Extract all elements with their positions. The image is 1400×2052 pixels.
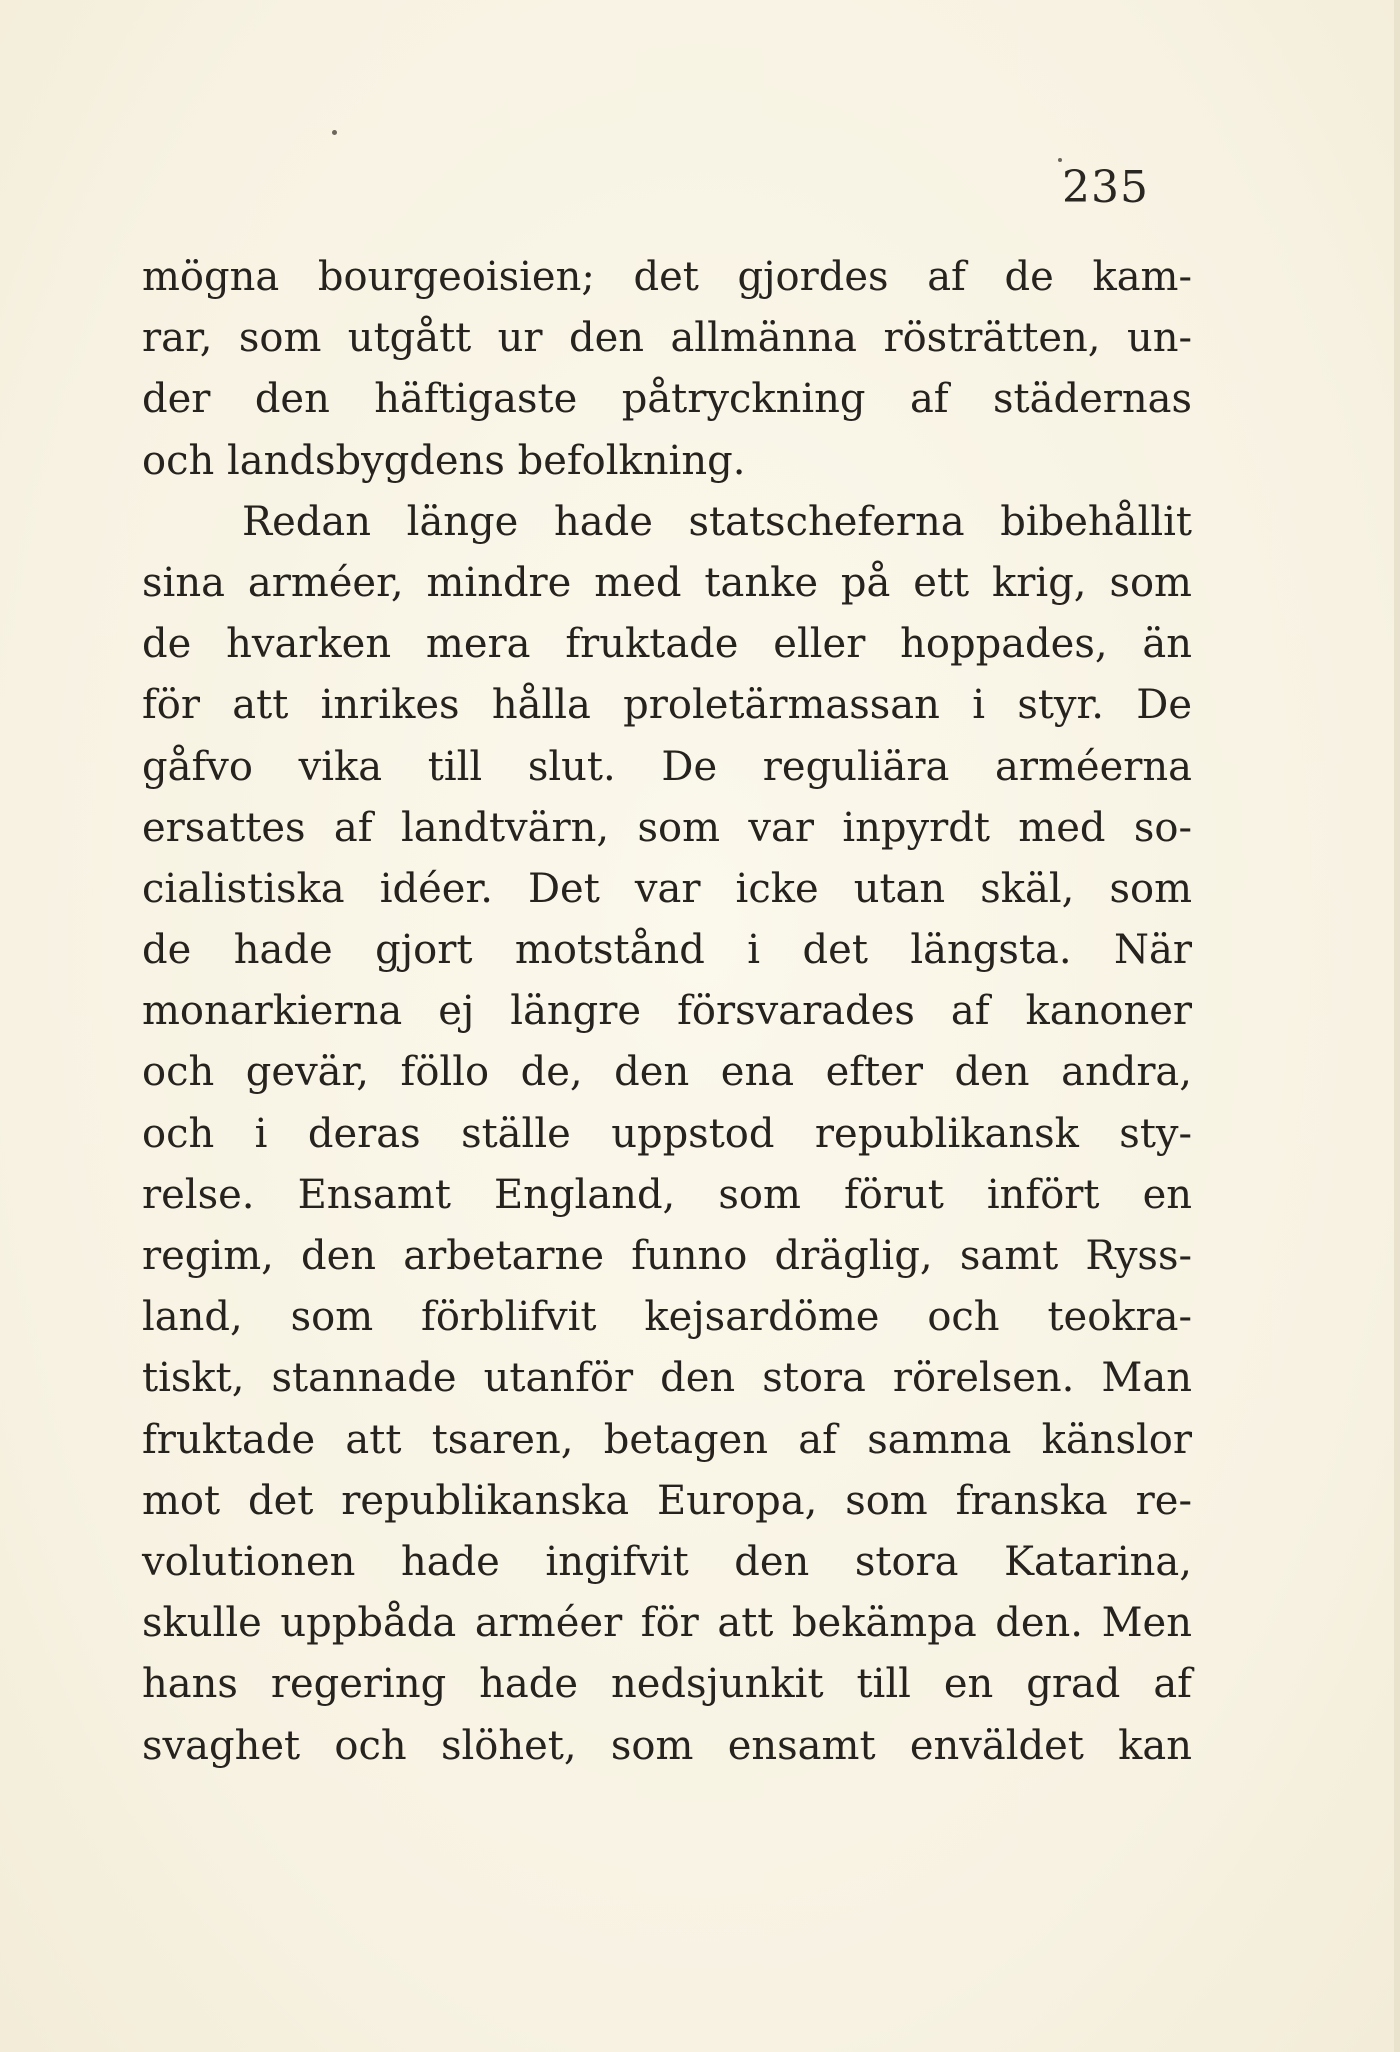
text-line: mot det republikanska Europa, som franska re- bbox=[142, 1477, 1192, 1524]
text-line: land, som förblifvit kejsardöme och teokra- bbox=[142, 1294, 1192, 1341]
text-line: för att inrikes hålla proletärmassan i styr. De bbox=[142, 682, 1192, 729]
body-text bbox=[142, 247, 1192, 1777]
text-line: der den häftigaste påtryckning af städernas bbox=[142, 376, 1192, 423]
text-line: rar, som utgått ur den allmänna rösträtten, un- bbox=[142, 315, 1192, 362]
text-line: och landsbygdens befolkning. bbox=[142, 437, 746, 484]
text-line: sina arméer, mindre med tanke på ett krig, som bbox=[142, 559, 1192, 606]
text-line: de hade gjort motstånd i det längsta. När bbox=[142, 927, 1192, 974]
text-line: skulle uppbåda arméer för att bekämpa den. Men bbox=[142, 1600, 1192, 1647]
text-line: cialistiska idéer. Det var icke utan skäl, som bbox=[142, 865, 1192, 912]
text-line: volutionen hade ingifvit den stora Katarina, bbox=[142, 1538, 1192, 1585]
text-line: och gevär, föllo de, den ena efter den andra, bbox=[142, 1049, 1192, 1096]
page-number: 235 bbox=[1062, 162, 1149, 213]
text-line: och i deras ställe uppstod republikansk sty- bbox=[142, 1110, 1192, 1157]
ink-speck bbox=[332, 130, 337, 135]
text-line: de hvarken mera fruktade eller hoppades, än bbox=[142, 621, 1192, 668]
text-line: monarkierna ej längre försvarades af kanoner bbox=[142, 988, 1192, 1035]
text-line: svaghet och slöhet, som ensamt enväldet kan bbox=[142, 1722, 1192, 1769]
page-edge bbox=[1394, 0, 1400, 2052]
paragraph-first-line: Redan länge hade statscheferna bibehållit bbox=[242, 498, 1192, 545]
text-line: hans regering hade nedsjunkit till en grad af bbox=[142, 1661, 1192, 1708]
text-line: fruktade att tsaren, betagen af samma känslor bbox=[142, 1416, 1192, 1463]
text-line: ersattes af landtvärn, som var inpyrdt med so- bbox=[142, 804, 1192, 851]
text-line: gåfvo vika till slut. De reguliära arméerna bbox=[142, 743, 1192, 790]
text-line: relse. Ensamt England, som förut infört en bbox=[142, 1171, 1192, 1218]
text-line: mögna bourgeoisien; det gjordes af de kam- bbox=[142, 254, 1192, 300]
text-line: tiskt, stannade utanför den stora rörelsen. Man bbox=[142, 1355, 1192, 1402]
text-line: regim, den arbetarne funno dräglig, samt Ryss- bbox=[142, 1233, 1192, 1279]
